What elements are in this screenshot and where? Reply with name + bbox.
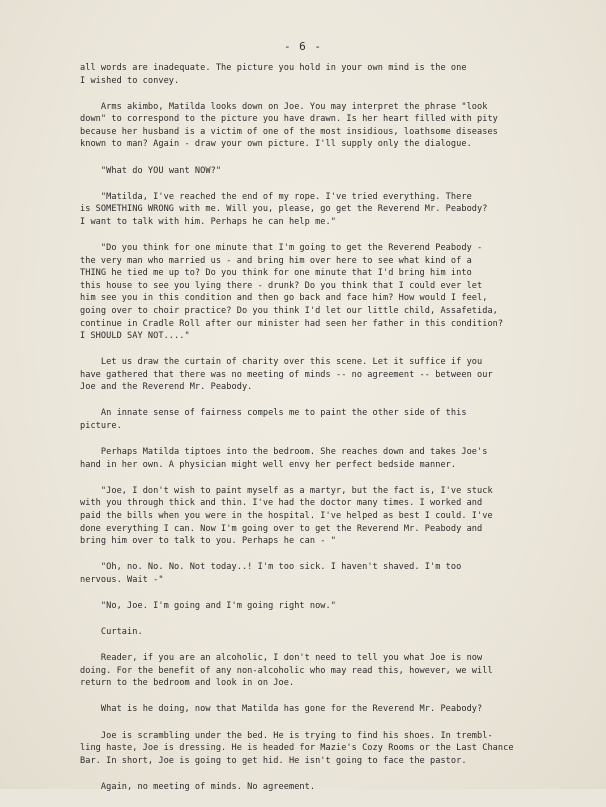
paragraph: "What do YOU want NOW?" xyxy=(80,165,222,176)
paragraph: Arms akimbo, Matilda looks down on Joe. You may interpret the phrase "look down" to correspond to the picture you have drawn. Is her heart filled with pity because her husband is a victim of one of the most insidious, loathsome diseases known to man? Again - draw your own picture. I'll supply only the dialogue. xyxy=(80,101,498,150)
paragraph: Let us draw the curtain of charity over this scene. Let it suffice if you have gathered that there was no meeting of minds -- no agreement -- between our Joe and the Reverend Mr. Peabody. xyxy=(80,357,493,393)
paragraph: "Matilda, I've reached the end of my rope. I've tried everything. There is SOMETHING WRONG with me. Will you, please, go get the Reverend Mr. Peabody? I want to talk with him. Perhaps he can help me." xyxy=(80,191,488,227)
paragraph: all words are inadequate. The picture you hold in your own mind is the one I wished to convey. xyxy=(80,63,467,86)
page-number: - 6 - xyxy=(283,40,323,53)
paragraph: An innate sense of fairness compels me to paint the other side of this picture. xyxy=(80,408,467,432)
paragraph: "Do you think for one minute that I'm going to get the Reverend Peabody - the very man who married us - and bring him over here to see what kind of a THING he tied me up to? Do you think for one minute that I'd bring him into this house to see you lying there - drunk? Do you think that I could ever let him see you in this condition and then go back and face him? How would I feel, going over to choir practice? Do you think I'd let our little child, Assafetida, continue in Cradle Roll after our minister had seen her father in this condition? I SHOULD SAY NOT...." xyxy=(80,242,504,342)
paragraph: Curtain. xyxy=(80,627,143,638)
page-body xyxy=(80,62,530,807)
paragraph: Again, no meeting of minds. No agreement. xyxy=(80,781,316,792)
paragraph: Perhaps Matilda tiptoes into the bedroom. She reaches down and takes Joe's hand in her own. A physician might well envy her perfect bedside manner. xyxy=(80,447,488,470)
paragraph: What is he doing, now that Matilda has gone for the Reverend Mr. Peabody? xyxy=(80,704,483,715)
paragraph: "Joe, I don't wish to paint myself as a martyr, but the fact is, I've stuck with you through thick and thin. I've had the doctor many times. I worked and paid the bills when you were in the hospital. I've helped as best I could. I've done everything I can. Now I'm going over to get the Reverend Mr. Peabody and bring him over to talk to you. Perhaps he can - " xyxy=(80,485,493,547)
paragraph: "Oh, no. No. No. Not today..! I'm too sick. I haven't shaved. I'm too nervous. Wait -" xyxy=(80,562,462,585)
paragraph: Reader, if you are an alcoholic, I don't need to tell you what Joe is now doing. For the benefit of any non-alcoholic who may read this, however, we will return to the bedroom and look in on Joe. xyxy=(80,653,493,689)
paragraph: "No, Joe. I'm going and I'm going right now." xyxy=(80,601,336,611)
paragraph: Joe is scrambling under the bed. He is trying to find his shoes. In trembl- ling haste, Joe is dressing. He is headed for Mazie's Cozy Rooms or the Last Chance Bar. In short, Joe is going to get hid. He isn't going to face the pastor. xyxy=(80,730,514,766)
